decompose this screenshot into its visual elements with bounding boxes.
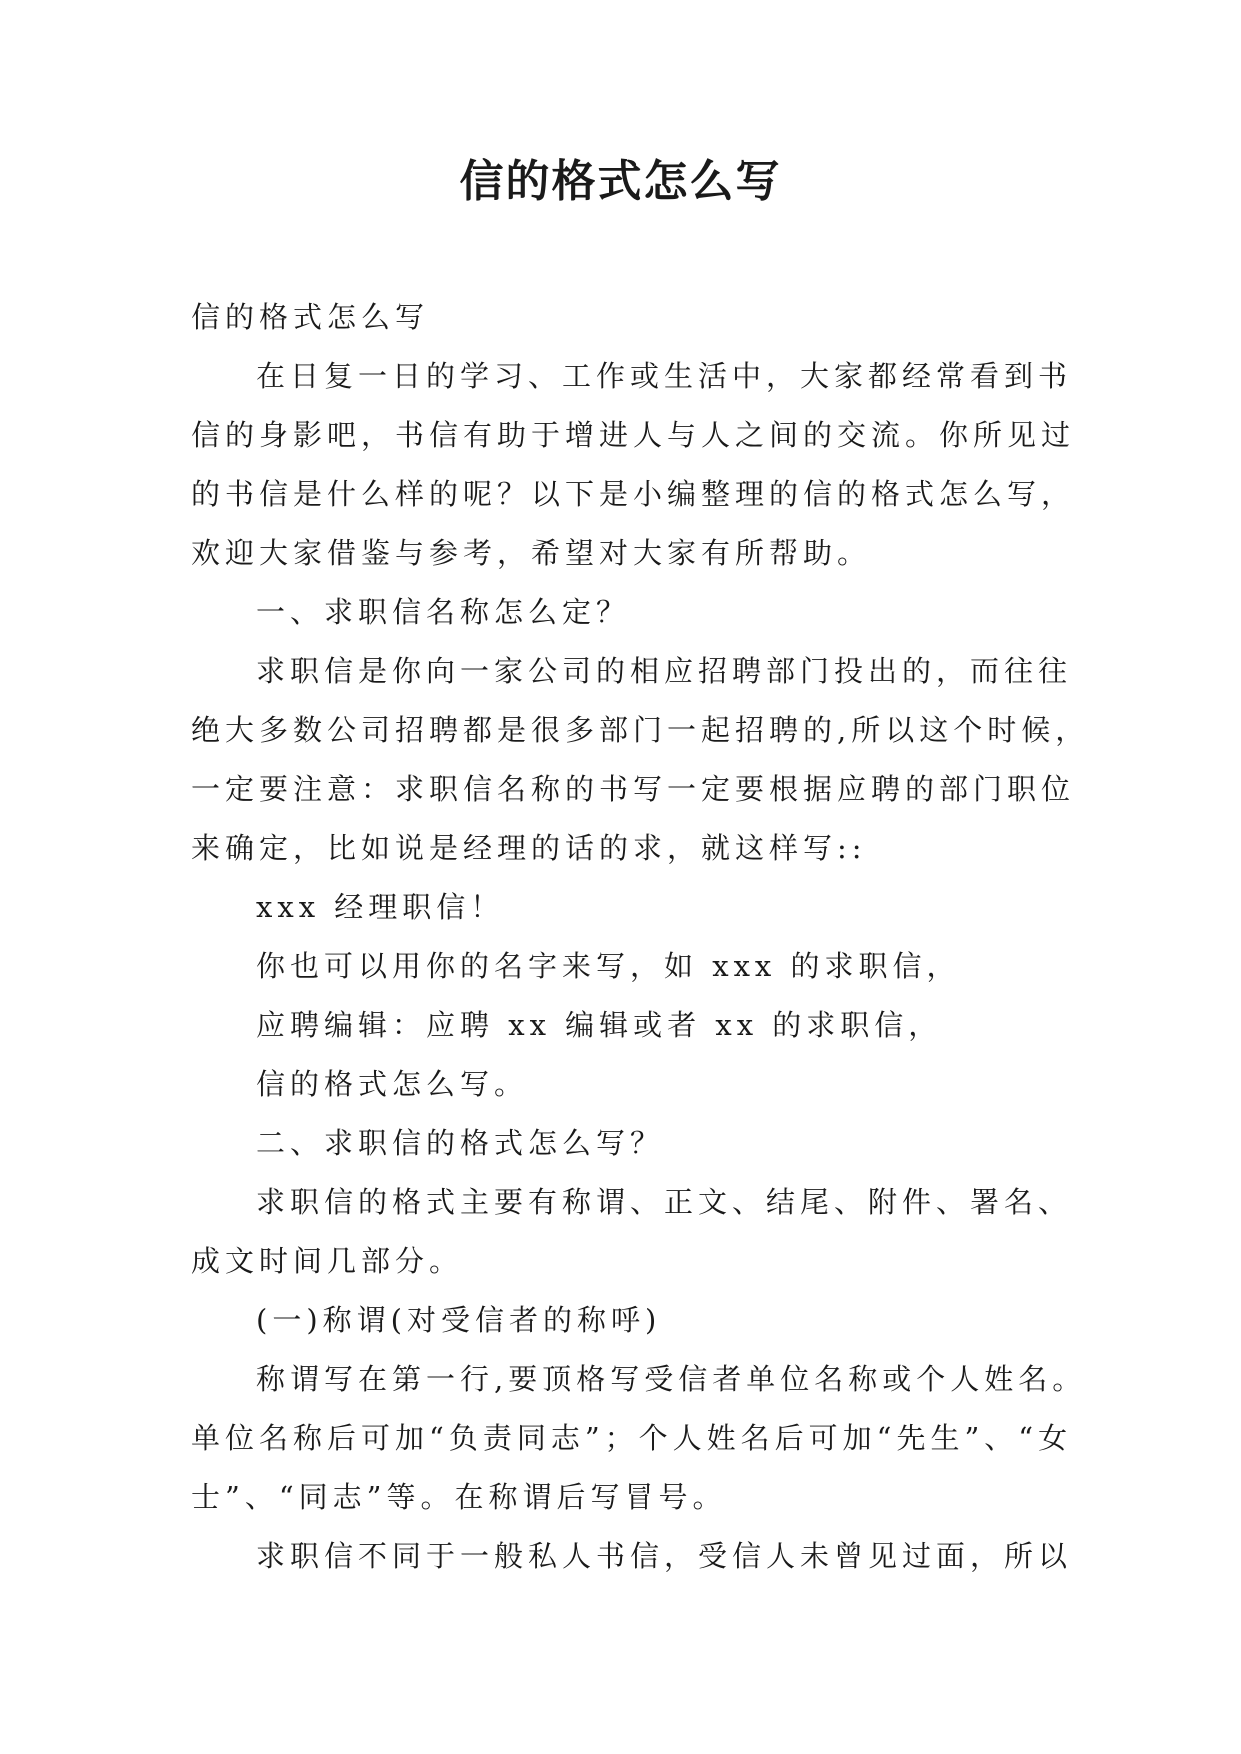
text-line: 信的格式怎么写 [191,300,430,334]
text-line: 士”、“同志”等。在称谓后写冒号。 [191,1480,727,1514]
text-line: 称谓写在第一行,要顶格写受信者单位名称或个人姓名。 [256,1362,1087,1396]
text-line: 你也可以用你的名字来写，如 xxx 的求职信， [256,949,961,983]
text-line: 信的格式怎么写。 [256,1067,529,1101]
text-line: 成文时间几部分。 [191,1244,464,1278]
document-body [191,288,1090,1586]
text-line: 信的身影吧，书信有助于增进人与人之间的交流。你所见过 [191,418,1076,452]
document-title: 信的格式怎么写 [459,156,782,207]
text-line: 在日复一日的学习、工作或生活中，大家都经常看到书 [256,359,1073,393]
text-line: 欢迎大家借鉴与参考，希望对大家有所帮助。 [191,536,872,570]
text-line: xxx 经理职信！ [256,890,505,924]
text-line: 二、求职信的格式怎么写？ [256,1126,665,1160]
text-line: 求职信的格式主要有称谓、正文、结尾、附件、署名、 [256,1185,1073,1219]
text-line: 单位名称后可加“负责同志”；个人姓名后可加“先生”、“女 [191,1421,1073,1455]
text-line: 来确定，比如说是经理的话的求，就这样写:: [191,831,867,865]
text-line: 的书信是什么样的呢？以下是小编整理的信的格式怎么写， [191,477,1076,511]
text-line: 应聘编辑：应聘 xx 编辑或者 xx 的求职信， [256,1008,943,1042]
text-line: (一)称谓(对受信者的称呼) [256,1303,662,1337]
text-line: 一、求职信名称怎么定？ [256,595,631,629]
text-line: 求职信不同于一般私人书信，受信人未曾见过面，所以 [256,1539,1073,1573]
text-line: 一定要注意：求职信名称的书写一定要根据应聘的部门职位 [191,772,1076,806]
text-line: 求职信是你向一家公司的相应招聘部门投出的，而往往 [256,654,1073,688]
text-line: 绝大多数公司招聘都是很多部门一起招聘的,所以这个时候， [191,713,1090,747]
